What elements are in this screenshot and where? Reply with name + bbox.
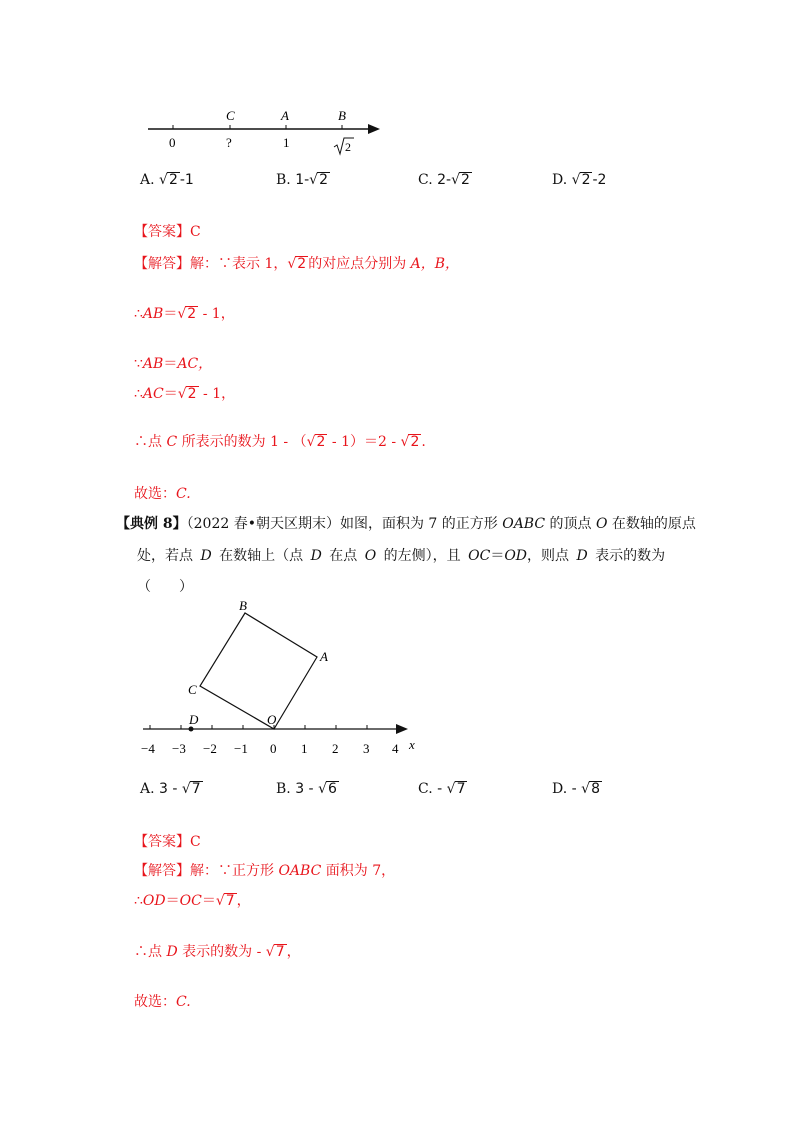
q8-text-line1: 【典例 8】（2022 春•朝天区期末）如图，面积为 7 的正方形 OABC 的顶点 O 在数轴的原点 <box>116 516 696 532</box>
label-c: C <box>226 108 235 123</box>
option-c[interactable]: C. 2-√2 <box>418 172 470 188</box>
tick-label-4: 4 <box>392 741 399 756</box>
q8-option-d[interactable]: D. - √8 <box>552 781 600 797</box>
q8-solution-line4: 故选：C. <box>134 994 191 1010</box>
point-d-dot <box>189 727 194 732</box>
label-question: ? <box>226 135 232 150</box>
axis-label-x: x <box>409 737 415 752</box>
q8-option-a[interactable]: A. 3 - √7 <box>140 781 201 797</box>
label-1: 1 <box>283 135 290 150</box>
q8-solution-line2: ∴OD＝OC＝√7 ， <box>134 893 251 909</box>
q8-text-line2: 处，若点 D 在数轴上（点 D 在点 O 的左侧），且 OC＝OD，则点 D 表示的数为 <box>137 548 666 564</box>
q7-solution-line3: ∵AB＝AC， <box>134 356 213 372</box>
vertex-o: O <box>267 712 277 727</box>
tick-label-2: 2 <box>332 741 339 756</box>
tick-label-neg3: −3 <box>172 741 186 756</box>
option-b[interactable]: B. 1-√2 <box>276 172 329 188</box>
option-a[interactable]: A. √2 -1 <box>140 172 194 188</box>
q7-solution-line4: ∴AC＝√2 - 1， <box>134 386 236 402</box>
tick-label-1: 1 <box>301 741 308 756</box>
option-d[interactable]: D. √2 -2 <box>552 172 607 188</box>
tick-label-neg2: −2 <box>203 741 217 756</box>
q8-answer: 【答案】C <box>134 834 201 850</box>
q8-solution-line1: 【解答】解：∵正方形 OABC 面积为 7， <box>134 863 396 879</box>
q8-solution-line3: ∴点 D 表示的数为 - √7 ， <box>134 944 301 960</box>
number-line-figure-1 <box>140 105 390 157</box>
point-d: D <box>189 712 199 727</box>
label-a: A <box>281 108 289 123</box>
label-b: B <box>338 108 346 123</box>
tick-label-3: 3 <box>363 741 370 756</box>
q7-solution-line1: 【解答】解：∵表示 1，√2 的对应点分别为 A，B， <box>134 256 460 272</box>
vertex-c: C <box>188 682 197 697</box>
square-number-line-figure <box>135 596 425 760</box>
label-0: 0 <box>169 135 176 150</box>
tick-label-neg1: −1 <box>234 741 248 756</box>
sqrt-sign <box>334 138 354 154</box>
vertex-a: A <box>320 649 328 664</box>
tick-label-neg4: −4 <box>141 741 155 756</box>
square-oabc <box>200 613 317 729</box>
q7-solution-line6: 故选：C. <box>134 486 191 502</box>
q7-answer: 【答案】C <box>134 224 201 240</box>
q7-solution-line5: ∴点 C 所表示的数为 1 - （√2 - 1）＝2 - √2 . <box>134 434 426 450</box>
q8-option-b[interactable]: B. 3 - √6 <box>276 781 337 797</box>
label-sqrt2: 2 <box>345 140 351 154</box>
tick-label-0: 0 <box>270 741 277 756</box>
vertex-b: B <box>239 598 247 613</box>
q7-solution-line2: ∴AB＝√2 - 1， <box>134 306 235 322</box>
q8-answer-blank: （ ） <box>137 579 193 595</box>
q8-option-c[interactable]: C. - √7 <box>418 781 466 797</box>
